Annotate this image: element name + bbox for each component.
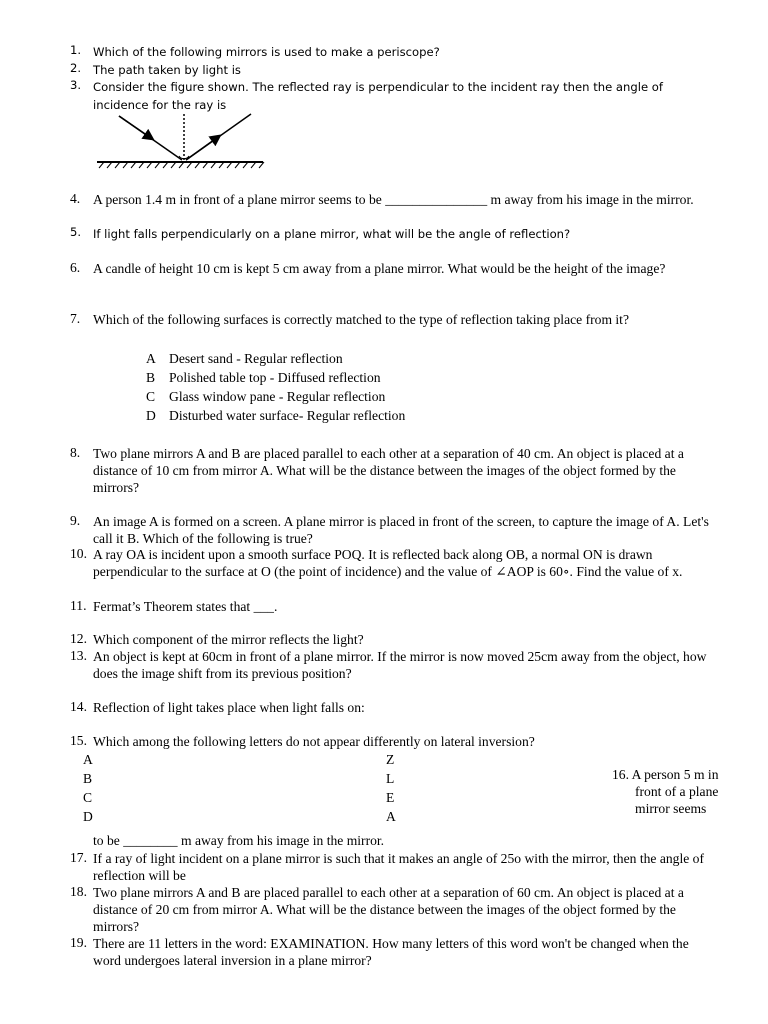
option-letter: A: [146, 351, 156, 366]
question-number: 11.: [70, 598, 87, 613]
question-text: Two plane mirrors A and B are placed parallel to each other at a separation of 60 cm. An object is placed at a distance of 20 cm from mirror A. What will be the distance between the images of the object formed by the mirrors?: [93, 885, 684, 934]
question-number: 10.: [70, 546, 87, 561]
reflection-diagram: [95, 112, 267, 172]
question-text: There are 11 letters in the word: EXAMINATION. How many letters of this word won't be changed when the word undergoes lateral inversion in a plane mirror?: [93, 936, 689, 968]
question-number: 6.: [70, 260, 81, 275]
question-number: 4.: [70, 191, 81, 206]
option-text: Desert sand - Regular reflection: [169, 351, 343, 366]
question-text: Two plane mirrors A and B are placed parallel to each other at a separation of 40 cm. An object is placed at a distance of 10 cm from mirror A. What will be the distance between the images of the object formed by the mirrors?: [93, 446, 684, 495]
table-cell: Z: [386, 752, 395, 767]
question-17: [70, 850, 720, 884]
option-d: [146, 408, 405, 424]
question-number: 7.: [70, 311, 81, 326]
question-16: [612, 766, 722, 817]
question-text: A person 1.4 m in front of a plane mirror seems to be _______________ m away from his image in the mirror.: [93, 192, 694, 207]
question-text: Which of the following surfaces is correctly matched to the type of reflection taking place from it?: [93, 312, 629, 327]
question-18: [70, 884, 720, 935]
question-text: An image A is formed on a screen. A plane mirror is placed in front of the screen, to capture the image of A. Let's call it B. Which of the following is true?: [93, 514, 709, 546]
question-11: [70, 598, 720, 615]
question-number: 9.: [70, 513, 81, 528]
question-13: [70, 648, 720, 682]
question-text: 16. A person 5 m in front of a plane mirror seems: [612, 767, 719, 816]
question-text: Consider the figure shown. The reflected ray is perpendicular to the incident ray then the angle of incidence for the ray is: [93, 80, 663, 112]
table-cell: A: [386, 809, 396, 824]
question-8: [70, 445, 720, 496]
question-5: [70, 225, 720, 243]
table-cell: A: [83, 752, 93, 767]
question-text: If light falls perpendicularly on a plane mirror, what will be the angle of reflection?: [93, 227, 571, 241]
question-text: A candle of height 10 cm is kept 5 cm away from a plane mirror. What would be the height of the image?: [93, 261, 666, 276]
question-1: [70, 43, 720, 61]
option-letter: D: [146, 408, 156, 423]
option-letter: C: [146, 389, 156, 404]
question-7: [70, 311, 720, 328]
table-cell: B: [83, 771, 93, 786]
question-number: 8.: [70, 445, 81, 460]
option-b: [146, 370, 381, 386]
table-cell: L: [386, 771, 395, 786]
question-text: Which of the following mirrors is used to make a periscope?: [93, 45, 440, 59]
question-3: [70, 78, 720, 114]
question-19: [70, 935, 720, 969]
question-text: If a ray of light incident on a plane mirror is such that it makes an angle of 25o with the mirror, then the angle of reflection will be: [93, 851, 704, 883]
question-number: 2.: [70, 61, 82, 75]
question-4: [70, 191, 720, 208]
option-letter: B: [146, 370, 156, 385]
question-text: Reflection of light takes place when light falls on:: [93, 700, 365, 715]
question-15: [70, 733, 720, 750]
question-text: Which component of the mirror reflects the light?: [93, 632, 364, 647]
question-number: 12.: [70, 631, 87, 646]
option-a: [146, 351, 343, 367]
question-number: 15.: [70, 733, 87, 748]
question-number: 3.: [70, 78, 82, 92]
question-number: 5.: [70, 225, 82, 239]
question-number: 17.: [70, 850, 87, 865]
question-9: [70, 513, 720, 547]
question-text: The path taken by light is: [93, 63, 241, 77]
question-number: 18.: [70, 884, 87, 899]
question-text: Fermat’s Theorem states that ___.: [93, 599, 278, 614]
table-cell: D: [83, 809, 93, 824]
question-14: [70, 699, 720, 716]
question-6: [70, 260, 720, 277]
option-text: Disturbed water surface- Regular reflection: [169, 408, 406, 423]
table-cell: C: [83, 790, 93, 805]
question-number: 13.: [70, 648, 87, 663]
option-text: Glass window pane - Regular reflection: [169, 389, 386, 404]
question-number: 14.: [70, 699, 87, 714]
question-2: [70, 61, 720, 79]
option-c: [146, 389, 385, 405]
question-text: A ray OA is incident upon a smooth surface POQ. It is reflected back along OB, a normal ON is drawn perpendicular to the surface at O (the point of incidence) and the value of ∠AOP is 60∘. Find the value of x.: [93, 547, 683, 579]
option-text: Polished table top - Diffused reflection: [169, 370, 381, 385]
question-10: [70, 546, 720, 580]
question-text: An object is kept at 60cm in front of a plane mirror. If the mirror is now moved 25cm away from the object, how does the image shift from its previous position?: [93, 649, 707, 681]
question-text: Which among the following letters do not appear differently on lateral inversion?: [93, 734, 535, 749]
question-number: 19.: [70, 935, 87, 950]
question-number: 1.: [70, 43, 82, 57]
table-cell: E: [386, 790, 395, 805]
question-12: [70, 631, 720, 648]
question-16-continuation: to be ________ m away from his image in the mirror.: [93, 833, 385, 848]
